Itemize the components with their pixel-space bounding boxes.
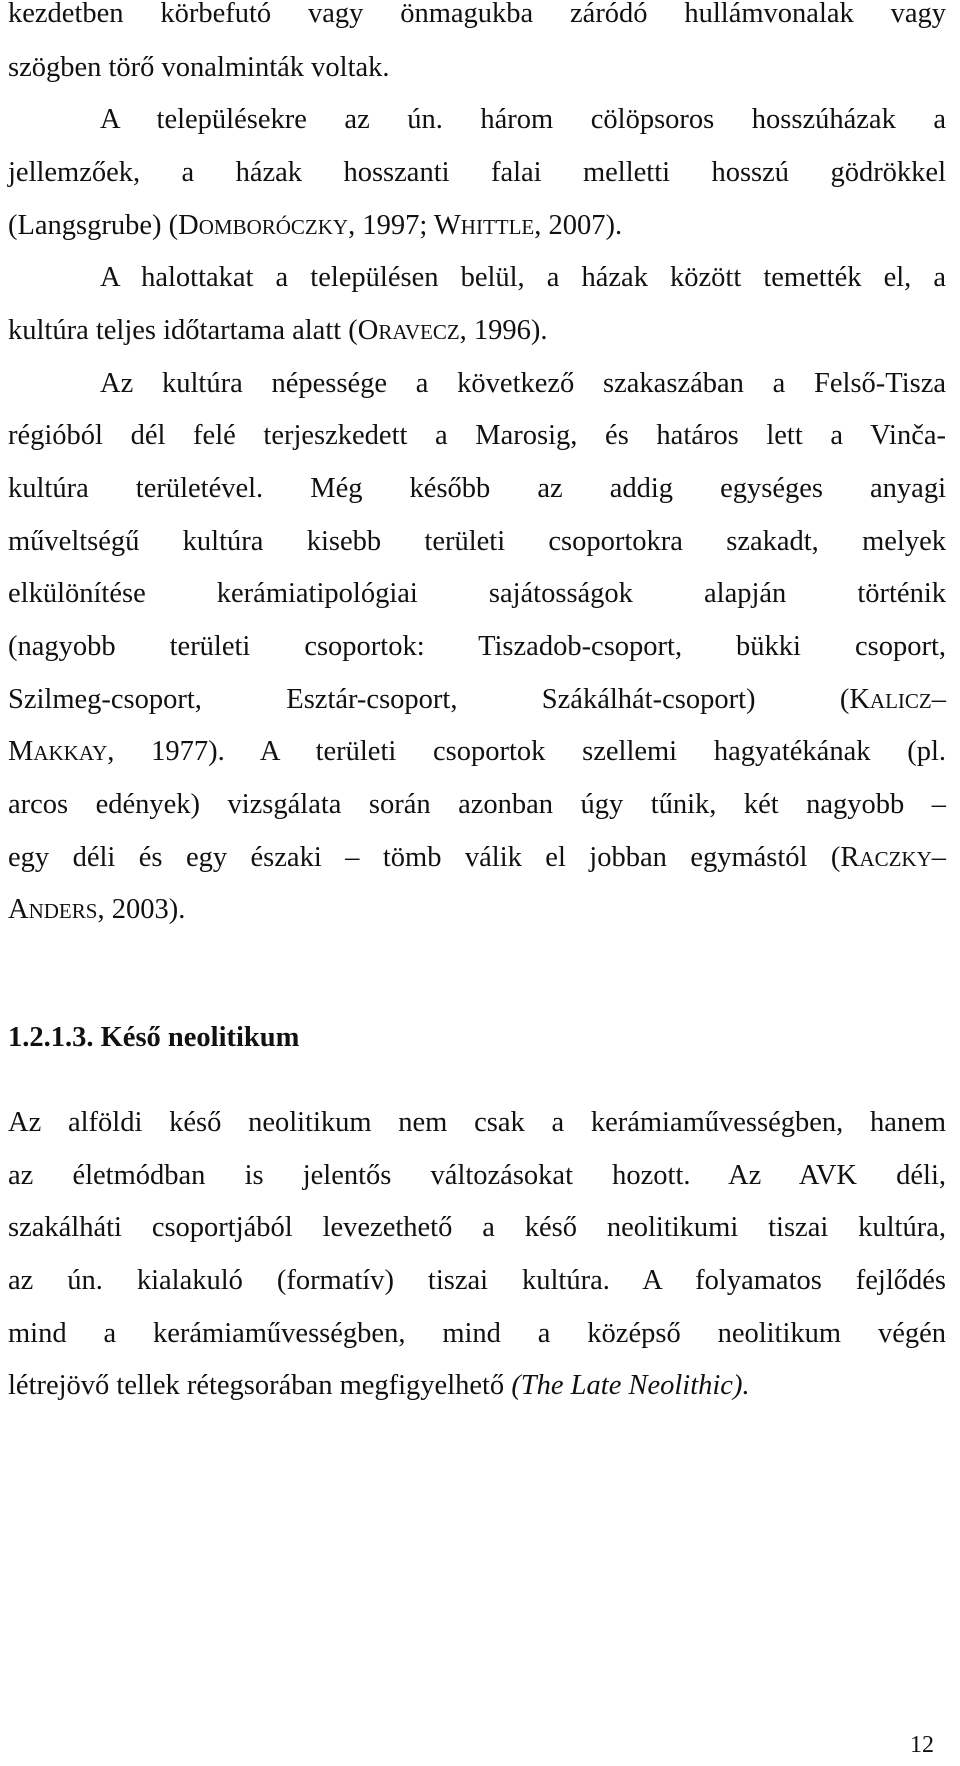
text-line: kultúra teljes időtartama alatt (ORAVECZ, 1996). bbox=[8, 315, 548, 346]
text-line: Az kultúra népessége a következő szakaszában a Felső-Tisza bbox=[100, 368, 946, 399]
text-line: A halottakat a településen belül, a házak között temették el, a bbox=[100, 262, 946, 293]
text-line: szögben törő vonalminták voltak. bbox=[8, 52, 390, 83]
text-line: régióból dél felé terjeszkedett a Marosig, és határos lett a Vinča- bbox=[8, 420, 946, 451]
italic-title: (The Late Neolithic). bbox=[511, 1370, 750, 1401]
text-line: létrejövő tellek rétegsorában megfigyelhető (The Late Neolithic). bbox=[8, 1370, 750, 1401]
text-line: az életmódban is jelentős változásokat hozott. Az AVK déli, bbox=[8, 1160, 946, 1191]
text-line: az ún. kialakuló (formatív) tiszai kultúra. A folyamatos fejlődés bbox=[8, 1265, 946, 1296]
text-line: arcos edények) vizsgálata során azonban úgy tűnik, két nagyobb – bbox=[8, 789, 946, 820]
text-line: elkülönítése kerámiatipológiai sajátosságok alapján történik bbox=[8, 578, 946, 609]
text-line: szakálháti csoportjából levezethető a késő neolitikumi tiszai kultúra, bbox=[8, 1212, 946, 1243]
text-line: (Langsgrube) (DOMBORÓCZKY, 1997; WHITTLE, 2007). bbox=[8, 210, 623, 241]
text-line: (nagyobb területi csoportok: Tiszadob-csoport, bükki csoport, bbox=[8, 631, 946, 662]
text-line: egy déli és egy északi – tömb válik el jobban egymástól (RACZKY– bbox=[8, 842, 946, 873]
text-line: kultúra területével. Még később az addig egységes anyagi bbox=[8, 473, 946, 504]
text-line: MAKKAY, 1977). A területi csoportok szellemi hagyatékának (pl. bbox=[8, 736, 946, 767]
page-number: 12 bbox=[910, 1732, 934, 1758]
text-line: A településekre az ún. három cölöpsoros hosszúházak a bbox=[100, 104, 946, 135]
text-line: Szilmeg-csoport, Esztár-csoport, Szákálhát-csoport) (KALICZ– bbox=[8, 684, 946, 715]
text-line: műveltségű kultúra kisebb területi csoportokra szakadt, melyek bbox=[8, 526, 946, 557]
text-line: jellemzőek, a házak hosszanti falai melletti hosszú gödrökkel bbox=[8, 157, 946, 188]
text-line: mind a kerámiaművességben, mind a középső neolitikum végén bbox=[8, 1318, 946, 1349]
text-line: ANDERS, 2003). bbox=[8, 894, 186, 925]
text-line: Az alföldi késő neolitikum nem csak a kerámiaművességben, hanem bbox=[8, 1107, 946, 1138]
text-line: kezdetben körbefutó vagy önmagukba záródó hullámvonalak vagy bbox=[8, 0, 946, 29]
section-heading: 1.2.1.3. Késő neolitikum bbox=[8, 1022, 300, 1053]
